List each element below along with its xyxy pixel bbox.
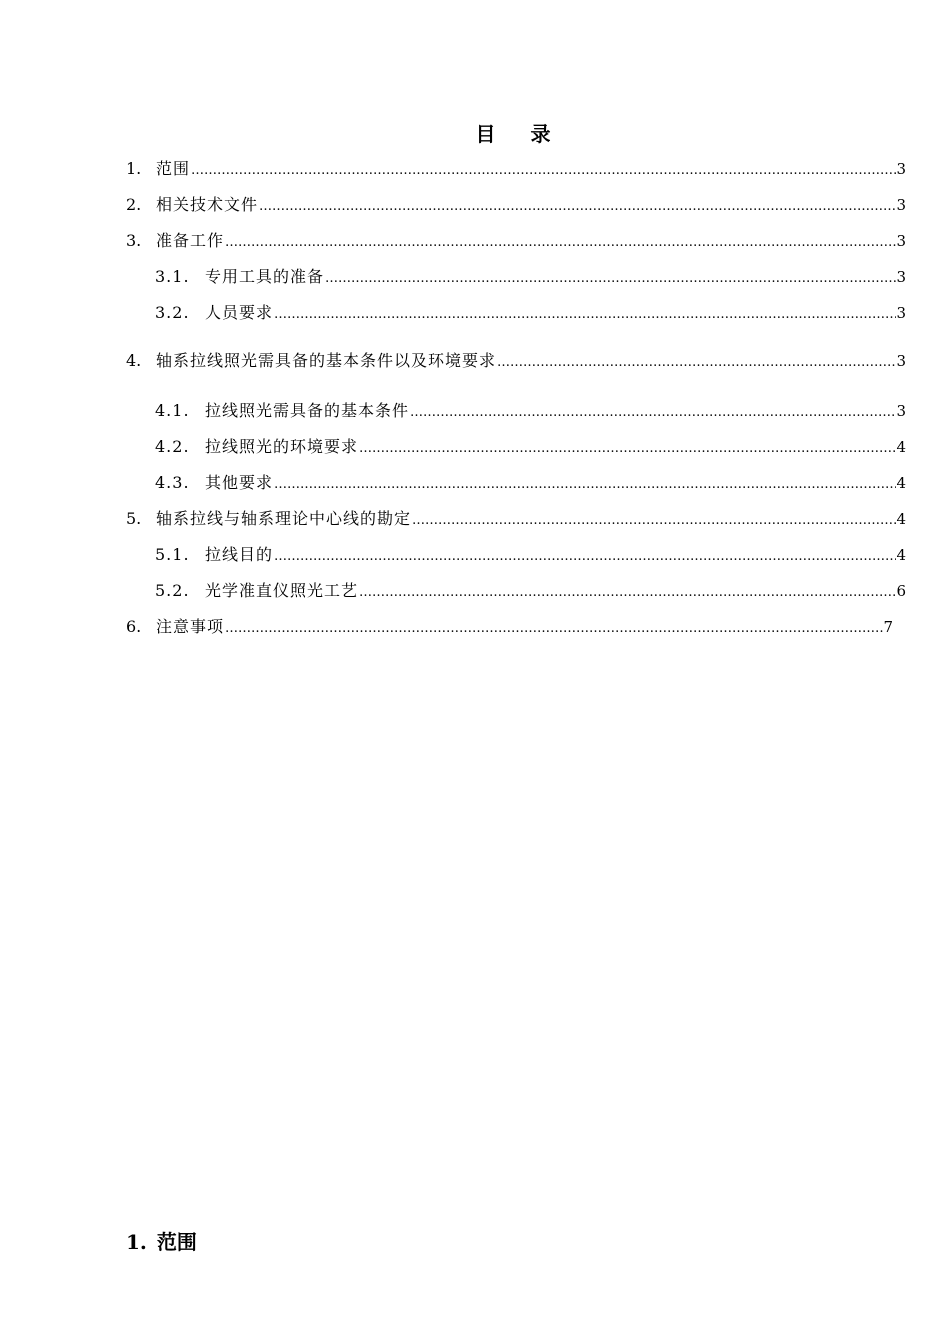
toc-entry-2[interactable] xyxy=(126,194,906,218)
toc-entry-page: 3 xyxy=(896,402,906,420)
toc-dot-leader xyxy=(358,438,896,460)
toc-entry-4-1[interactable] xyxy=(155,400,906,424)
toc-entry-page: 4 xyxy=(896,546,906,564)
toc-entry-page: 3 xyxy=(896,304,906,322)
toc-entry-page: 3 xyxy=(896,268,906,286)
toc-dot-leader xyxy=(258,196,896,218)
toc-entry-title: 拉线照光的环境要求 xyxy=(205,437,359,456)
toc-entry-title: 拉线照光需具备的基本条件 xyxy=(205,401,410,420)
toc-entry-title: 其他要求 xyxy=(205,473,274,492)
toc-dot-leader xyxy=(324,268,896,290)
toc-entry-5[interactable] xyxy=(126,508,906,532)
toc-entry-number: 4.3. xyxy=(155,473,190,492)
toc-entry-page: 4 xyxy=(896,474,906,492)
toc-entry-title: 拉线目的 xyxy=(205,545,274,564)
toc-entry-number: 1. xyxy=(126,159,142,178)
toc-dot-leader xyxy=(496,352,896,374)
toc-entry-number: 3.1. xyxy=(155,267,190,286)
toc-dot-leader xyxy=(273,474,896,496)
toc-entry-title: 注意事项 xyxy=(156,617,225,636)
toc-entry-page: 7 xyxy=(883,618,893,636)
toc-entry-number: 2. xyxy=(126,195,142,214)
toc-entry-number: 4. xyxy=(126,351,142,370)
toc-entry-number: 5.1. xyxy=(155,545,190,564)
toc-entry-page: 6 xyxy=(896,582,906,600)
section-number: 1. xyxy=(126,1230,147,1254)
toc-dot-leader xyxy=(273,304,896,326)
toc-entry-title: 范围 xyxy=(156,159,191,178)
toc-entry-number: 3.2. xyxy=(155,303,190,322)
section-title: 范围 xyxy=(156,1230,197,1254)
toc-entry-number: 5. xyxy=(126,509,142,528)
toc-dot-leader xyxy=(411,510,896,532)
toc-entry-page: 3 xyxy=(896,160,906,178)
toc-entry-title: 光学准直仪照光工艺 xyxy=(205,581,359,600)
toc-dot-leader xyxy=(358,582,896,604)
toc-entry-title: 相关技术文件 xyxy=(156,195,259,214)
toc-entry-5-1[interactable] xyxy=(155,544,906,568)
toc-entry-6[interactable] xyxy=(126,616,893,640)
toc-dot-leader xyxy=(224,232,896,254)
toc-entry-title: 准备工作 xyxy=(156,231,225,250)
toc-dot-leader xyxy=(409,402,896,424)
toc-entry-title: 轴系拉线与轴系理论中心线的勘定 xyxy=(156,509,412,528)
toc-entry-page: 4 xyxy=(896,510,906,528)
toc-entry-number: 6. xyxy=(126,617,142,636)
section-heading xyxy=(126,1226,197,1255)
toc-entry-title: 轴系拉线照光需具备的基本条件以及环境要求 xyxy=(156,351,497,370)
toc-entry-title: 人员要求 xyxy=(205,303,274,322)
toc-entry-number: 3. xyxy=(126,231,142,250)
toc-entry-page: 3 xyxy=(896,352,906,370)
toc-entry-4[interactable] xyxy=(126,350,906,374)
toc-entry-3-2[interactable] xyxy=(155,302,906,326)
toc-entry-page: 3 xyxy=(896,232,906,250)
toc-dot-leader xyxy=(224,618,883,640)
toc-entry-page: 3 xyxy=(896,196,906,214)
toc-entry-3[interactable] xyxy=(126,230,906,254)
toc-entry-4-3[interactable] xyxy=(155,472,906,496)
toc-entry-1[interactable] xyxy=(126,158,906,182)
toc-entry-number: 5.2. xyxy=(155,581,190,600)
toc-dot-leader xyxy=(190,160,896,182)
toc-entry-4-2[interactable] xyxy=(155,436,906,460)
toc-entry-page: 4 xyxy=(896,438,906,456)
toc-title: 目 录 xyxy=(475,122,565,146)
toc-dot-leader xyxy=(273,546,896,568)
toc-entry-number: 4.2. xyxy=(155,437,190,456)
toc-entry-5-2[interactable] xyxy=(155,580,906,604)
toc-entry-title: 专用工具的准备 xyxy=(205,267,325,286)
toc-entry-3-1[interactable] xyxy=(155,266,906,290)
toc-entry-number: 4.1. xyxy=(155,401,190,420)
